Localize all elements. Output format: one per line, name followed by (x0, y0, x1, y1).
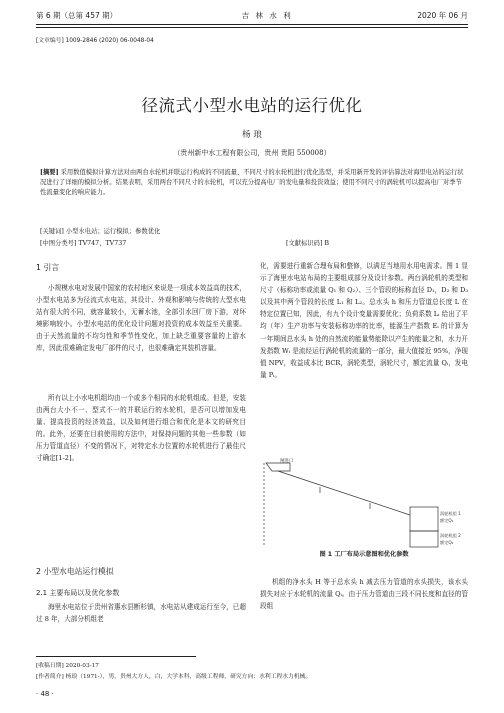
section-1-title: 1 引言 (36, 263, 60, 272)
plant-box-2 (410, 531, 438, 547)
section-1-paragraph-2: 所有以上小水电机组均由一个或多个相同的水轮机组成。但是，安装由两台大小不一、型式不一的并联运行的水轮机，是否可以增加发电量、提高投资的经济效益，以及如何进行组合和优化是本文的研究目的。此外，还要在目前使用的方法中，对保持问题的其他一些参数（如压力管道直径）不变的情况下，对特定水力位置的水轮机进行了最佳尺寸确定[1-2]。 (36, 394, 246, 463)
fig-label-plant2: 涡轮机组 2 (440, 533, 461, 538)
footnote-rule (36, 656, 196, 657)
penstock-line (278, 471, 410, 515)
keywords (40, 226, 160, 235)
paper-title: 径流式小型水电站的运行优化 (141, 96, 363, 115)
fig-label-plant1: 涡轮机组 1 (440, 511, 461, 516)
right-paragraph-1: 化，需要进行重新合理布局和整修，以满足当地用水用电需求。图 1 显示了海里水电站布局的主要组成部分及设计参数。两台涡轮机的类型和尺寸（标称功率或流量 Q₁ 和 Q₂）、三个管段的标称直径 D₁，D₂ 和 D₃ 以及其中两个管段的长度 L₁ 和 L₂。总水头 h 和压力管道总长度 L 在特定位置已知，因此，有九个设计变量需要优化；负荷系数 Lᵢ 给出了平均（年）生产功率与安装标称功率的比率，能源生产指数 Eᵢ 的计算为一年期间总水头 h 处的自然流的能量势能除以产生的能量之和，水力开发指数 Wᵢ 是流经运行涡轮机的流量的一部分，最大值接近 95%，净现值 NPV，收益成本比 BCR，涡轮类型，涡轮尺寸，额定流量 Qᵢ，发电量 Pᵢ。 (260, 262, 468, 379)
affiliation: （贵州新中水工程有限公司，贵州 贵阳 550008） (173, 149, 331, 157)
classification (40, 238, 126, 247)
article-number: [文章编号] 1009-2846 (2020) 06-0048-04 (36, 38, 154, 44)
section-1-paragraph-1: 小规模水电对发展中国家的农村地区来说是一项成本效益高的技术，小型水电站多为径流式水电站，其设计、外观和影响与传统的大型水电站有很大的不同，就容量较小，无蓄水池，全部引水回厂房下游，对环境影响较小。小型水电站的优化设计问题对投资的成本效益至关重要。由于天然流量的不均匀性和季节性变化，加上缺乏重要容量的上游水库，因此很难确定发电厂部件的尺寸，也很难确定其装机容量。 (36, 284, 246, 353)
abstract-label: [摘要] (40, 169, 59, 176)
keywords-text: 小型水电站；运行模拟；参数优化 (65, 228, 161, 235)
fig-label-intake: 闸进口 (280, 459, 294, 464)
footnote-received: [收稿日期] 2020-03-17 (36, 663, 99, 669)
class-code: TV747，TV737 (78, 240, 127, 247)
doc-code: B (324, 240, 330, 247)
document-code (286, 238, 329, 247)
header-rule (36, 24, 468, 25)
intake-structure (266, 463, 290, 471)
page-number: · 48 · (36, 690, 54, 698)
right-paragraph-2: 机组的净水头 H 等于总水头 h 减去压力管道的水头损失，该水头损失对应于水轮机的流量 Qᵢ。由于压力管道由三段不同长度和直径的管段组 (260, 578, 468, 611)
issue-number: 第 6 期（总第 457 期） (36, 10, 118, 20)
running-header (36, 8, 468, 22)
figure-1-layout (260, 457, 466, 555)
section-2-1-paragraph: 海里水电站位于贵州省惠水县断杉镇，水电站从建成运行至今，已超过 8 年，大部分机组老 (36, 603, 246, 624)
footnote-author: [作者简介] 杨琅（1971-），男，贵州大方人，白，大学本科，高级工程师，研究方向：水利工程水力机械。 (36, 674, 312, 680)
class-label: [中图分类号] (40, 240, 77, 247)
fig-label-rated1: 额定Q₁ (440, 518, 454, 523)
section-2-title: 2 小型水电站运行模拟 (36, 567, 114, 576)
plant-box-1 (410, 507, 438, 531)
doc-label: [文献标识码] (286, 240, 323, 247)
abstract-text: 采用数值模拟计算方法对由两台水轮机并联运行构成的不同流量、不同尺寸的水轮机进行优化选型，并采用新开发的评估算法对海里电站的运行状况进行了详细的模拟分析。结果表明，采用两台不同尺寸的水轮机，可以充分提高电厂的发电量和投资效益；使用不同尺寸的涡轮机可以提高电厂对季节性流量变化的响应能力。 (40, 169, 464, 197)
fig-label-rated2: 额定Q₂ (440, 540, 454, 545)
issue-date: 2020 年 06 月 (417, 10, 468, 20)
author: 杨 琅 (242, 130, 262, 140)
header-rule-thin (36, 27, 468, 28)
section-2-1-title: 2.1 主要布局以及优化参数 (36, 589, 120, 597)
abstract (40, 168, 464, 199)
figure-1-caption: 图 1 工厂布局示意图和优化参数 (319, 551, 409, 558)
journal-name: 吉 林 水 利 (241, 10, 293, 20)
keywords-label: [关键词] (40, 228, 64, 235)
